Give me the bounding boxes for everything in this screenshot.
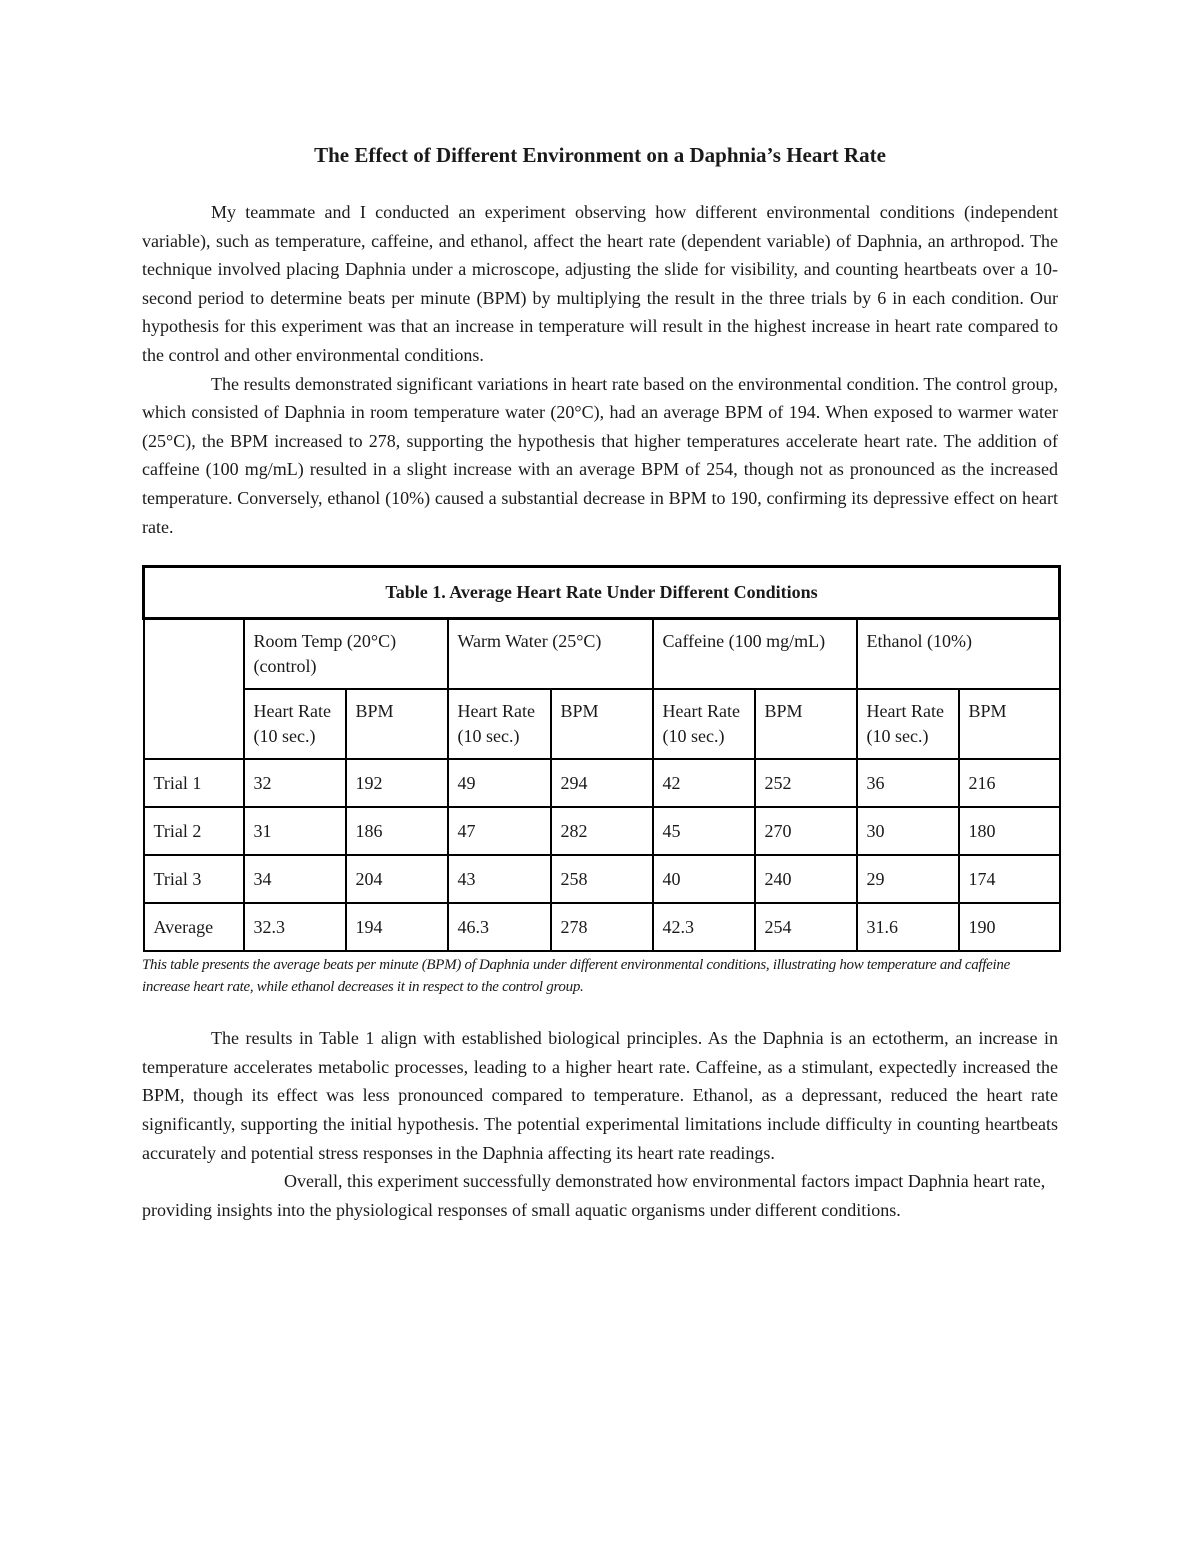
table-cell: 31.6 — [857, 903, 959, 951]
table-cell: 32 — [244, 759, 346, 807]
table-cell: 192 — [346, 759, 448, 807]
row-label: Trial 2 — [144, 807, 244, 855]
sub-header-heart-rate: Heart Rate (10 sec.) — [448, 689, 551, 759]
table-cell: 270 — [755, 807, 857, 855]
condition-header-room-temp: Room Temp (20°C) (control) — [244, 619, 448, 690]
table-cell: 45 — [653, 807, 755, 855]
table-note: This table presents the average beats per minute (BPM) of Daphnia under different environmental conditions, illustrating how temperature and caffeine increase heart rate, while ethanol decreases it in respect to the control group. — [142, 957, 1010, 996]
table-row — [144, 855, 1060, 903]
table-cell: 43 — [448, 855, 551, 903]
table-cell: 216 — [959, 759, 1060, 807]
table-cell: 252 — [755, 759, 857, 807]
table-cell: 174 — [959, 855, 1060, 903]
document-page — [142, 140, 1058, 1224]
sub-header-bpm: BPM — [346, 689, 448, 759]
table-cell: 180 — [959, 807, 1060, 855]
table-cell: 30 — [857, 807, 959, 855]
table-cell: 42 — [653, 759, 755, 807]
condition-header-warm-water: Warm Water (25°C) — [448, 619, 653, 690]
sub-header-heart-rate: Heart Rate (10 sec.) — [857, 689, 959, 759]
row-label: Trial 1 — [144, 759, 244, 807]
document-title: The Effect of Different Environment on a Daphnia’s Heart Rate — [314, 143, 886, 167]
discussion-paragraph-1: The results in Table 1 align with established biological principles. As the Daphnia is an ectotherm, an increase in temperature accelerates metabolic processes, leading to a higher heart rate. Caffeine, as a stimulant, expectedly increased the BPM, though its effect was less pronounced compared to temperature. Ethanol, as a depressant, reduced the heart rate significantly, supporting the initial hypothesis. The potential experimental limitations include difficulty in counting heartbeats accurately and potential stress responses in the Daphnia affecting its heart rate readings. — [142, 1028, 1058, 1163]
row-label: Trial 3 — [144, 855, 244, 903]
table-row — [144, 807, 1060, 855]
table-cell: 31 — [244, 807, 346, 855]
table-caption: Table 1. Average Heart Rate Under Different Conditions — [144, 567, 1060, 619]
table-cell: 258 — [551, 855, 653, 903]
table-cell: 294 — [551, 759, 653, 807]
table-row — [144, 759, 1060, 807]
condition-header-caffeine: Caffeine (100 mg/mL) — [653, 619, 857, 690]
table-row — [144, 903, 1060, 951]
table-cell: 36 — [857, 759, 959, 807]
table-cell: 282 — [551, 807, 653, 855]
intro-paragraph-2: The results demonstrated significant variations in heart rate based on the environmental condition. The control group, which consisted of Daphnia in room temperature water (20°C), had an average BPM of 194. When exposed to warmer water (25°C), the BPM increased to 278, supporting the hypothesis that higher temperatures accelerate heart rate. The addition of caffeine (100 mg/mL) resulted in a slight increase with an average BPM of 254, though not as pronounced as the increased temperature. Conversely, ethanol (10%) caused a substantial decrease in BPM to 190, confirming its depressive effect on heart rate. — [142, 373, 1058, 537]
sub-header-heart-rate: Heart Rate (10 sec.) — [653, 689, 755, 759]
table-cell: 49 — [448, 759, 551, 807]
table-cell: 194 — [346, 903, 448, 951]
table-cell: 34 — [244, 855, 346, 903]
table-cell: 32.3 — [244, 903, 346, 951]
table-cell: 278 — [551, 903, 653, 951]
table-cell: 29 — [857, 855, 959, 903]
table-cell: 240 — [755, 855, 857, 903]
table-cell: 42.3 — [653, 903, 755, 951]
sub-header-bpm: BPM — [959, 689, 1060, 759]
row-label: Average — [144, 903, 244, 951]
table-cell: 186 — [346, 807, 448, 855]
heart-rate-table — [142, 565, 1061, 952]
sub-header-heart-rate: Heart Rate (10 sec.) — [244, 689, 346, 759]
discussion-paragraph-2: Overall, this experiment successfully demonstrated how environmental factors impact Daphnia heart rate, providing insights into the physiological responses of small aquatic organisms under different conditions. — [142, 1171, 1046, 1220]
table-cell: 47 — [448, 807, 551, 855]
condition-header-ethanol: Ethanol (10%) — [857, 619, 1060, 690]
table-cell: 40 — [653, 855, 755, 903]
table-cell: 204 — [346, 855, 448, 903]
table-cell: 190 — [959, 903, 1060, 951]
table-cell: 46.3 — [448, 903, 551, 951]
empty-corner-cell — [144, 619, 244, 760]
sub-header-bpm: BPM — [755, 689, 857, 759]
intro-paragraph-1: My teammate and I conducted an experiment observing how different environmental conditions (independent variable), such as temperature, caffeine, and ethanol, affect the heart rate (dependent variable) of Daphnia, an arthropod. The technique involved placing Daphnia under a microscope, adjusting the slide for visibility, and counting heartbeats over a 10-second period to determine beats per minute (BPM) by multiplying the result in the three trials by 6 in each condition. Our hypothesis for this experiment was that an increase in temperature will result in the highest increase in heart rate compared to the control and other environmental conditions. — [142, 202, 1058, 365]
sub-header-bpm: BPM — [551, 689, 653, 759]
table-cell: 254 — [755, 903, 857, 951]
